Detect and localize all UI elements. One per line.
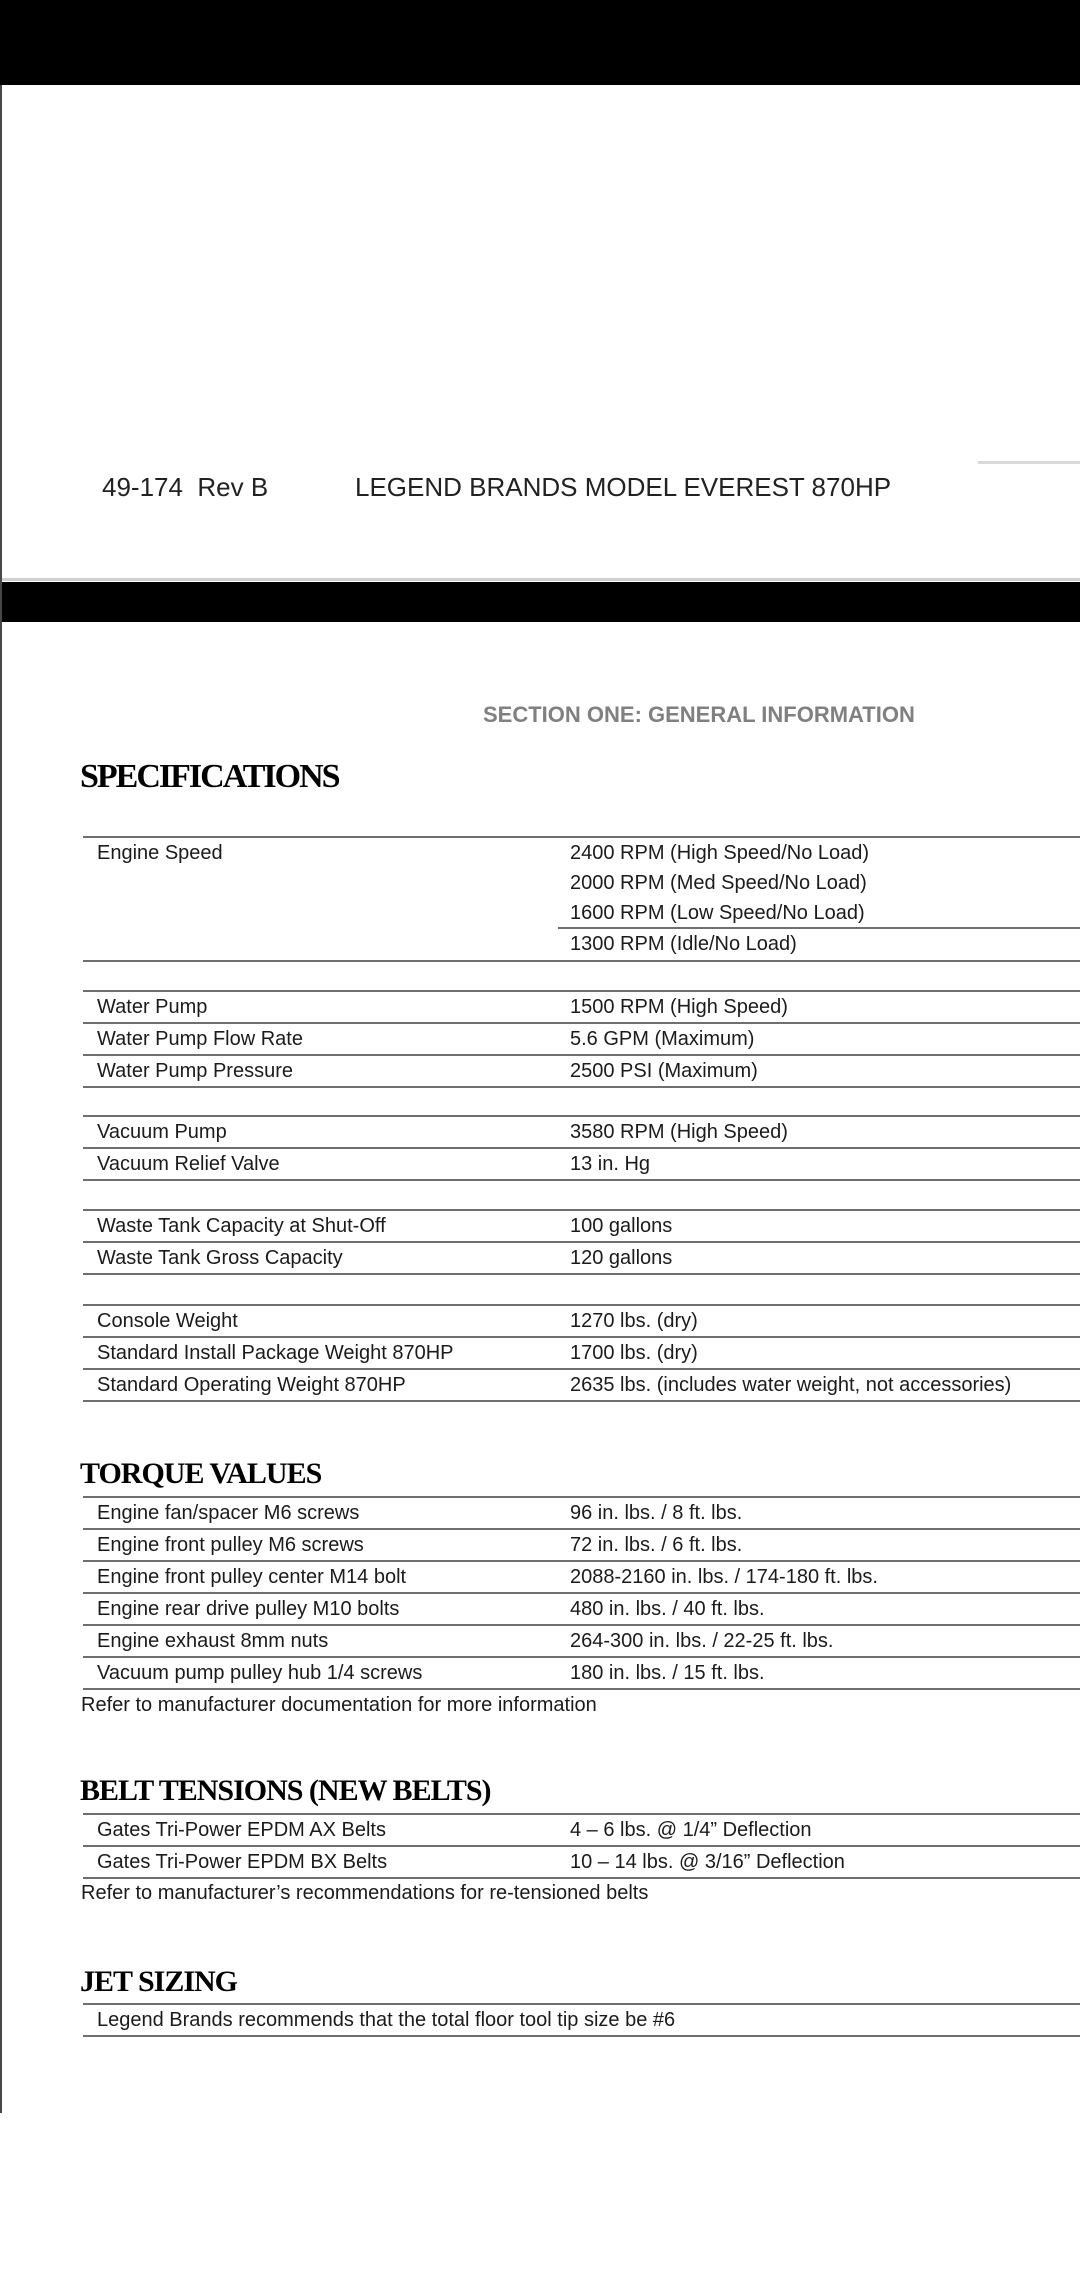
row-label: Vacuum pump pulley hub 1/4 screws — [97, 1662, 423, 1684]
row-label: Gates Tri-Power EPDM AX Belts — [97, 1819, 386, 1841]
jet-sizing-table — [83, 2003, 1080, 2037]
row-label: Gates Tri-Power EPDM BX Belts — [97, 1851, 388, 1873]
table-row — [83, 1626, 1080, 1658]
table-row — [83, 1370, 1080, 1402]
row-value: 72 in. lbs. / 6 ft. lbs. — [570, 1534, 743, 1556]
table-row — [83, 838, 1080, 868]
row-label: Engine fan/spacer M6 screws — [97, 1502, 360, 1524]
doc-number: 49-174 Rev B — [102, 472, 269, 502]
table-row — [83, 2005, 1080, 2037]
row-label: Standard Install Package Weight 870HP — [97, 1342, 454, 1364]
row-label: Console Weight — [97, 1310, 238, 1332]
table-row — [83, 992, 1080, 1024]
row-value: 5.6 GPM (Maximum) — [570, 1028, 755, 1050]
table-row — [83, 1562, 1080, 1594]
row-label: Water Pump — [97, 996, 208, 1018]
weights-table — [83, 1304, 1080, 1402]
row-value: 100 gallons — [570, 1215, 673, 1237]
doc-title: LEGEND BRANDS MODEL EVEREST 870HP — [355, 472, 892, 502]
table-row — [83, 1815, 1080, 1847]
table-row — [83, 1338, 1080, 1370]
row-value: 120 gallons — [570, 1247, 673, 1269]
table-row — [83, 1243, 1080, 1275]
page-separator-bar — [0, 582, 1080, 622]
row-value: 13 in. Hg — [570, 1153, 651, 1175]
row-label: Vacuum Pump — [97, 1121, 227, 1143]
row-value: 3580 RPM (High Speed) — [570, 1121, 788, 1143]
row-label: Waste Tank Gross Capacity — [97, 1247, 343, 1269]
table-row — [83, 1498, 1080, 1530]
row-value: 180 in. lbs. / 15 ft. lbs. — [570, 1662, 765, 1684]
row-value: 1300 RPM (Idle/No Load) — [570, 933, 797, 955]
engine-speed-table — [83, 836, 1080, 962]
row-value: 2500 PSI (Maximum) — [570, 1060, 758, 1082]
table-row — [83, 1056, 1080, 1088]
table-row — [83, 1306, 1080, 1338]
table-row — [83, 1211, 1080, 1243]
page-bottom-edge — [0, 578, 1080, 581]
waste-tank-table — [83, 1209, 1080, 1275]
row-label: Engine front pulley M6 screws — [97, 1534, 364, 1556]
torque-note: Refer to manufacturer documentation for more information — [81, 1694, 597, 1716]
row-value: 2000 RPM (Med Speed/No Load) — [570, 872, 867, 894]
row-value: 480 in. lbs. / 40 ft. lbs. — [570, 1598, 765, 1620]
row-label: Engine Speed — [97, 842, 223, 864]
table-row — [83, 1149, 1080, 1181]
row-label: Engine exhaust 8mm nuts — [97, 1630, 329, 1652]
row-label: Water Pump Flow Rate — [97, 1028, 303, 1050]
table-row — [83, 1117, 1080, 1149]
table-row — [83, 1594, 1080, 1626]
belts-note: Refer to manufacturer’s recommendations for re-tensioned belts — [81, 1882, 649, 1904]
row-label: Engine rear drive pulley M10 bolts — [97, 1598, 400, 1620]
table-row — [83, 898, 1080, 929]
row-value: 96 in. lbs. / 8 ft. lbs. — [570, 1502, 743, 1524]
row-value: 1700 lbs. (dry) — [570, 1342, 698, 1364]
jet-sizing-heading: JET SIZING — [80, 1965, 238, 1998]
row-label: Vacuum Relief Valve — [97, 1153, 280, 1175]
water-pump-table — [83, 990, 1080, 1088]
section-header: SECTION ONE: GENERAL INFORMATION — [483, 702, 915, 727]
row-label: Standard Operating Weight 870HP — [97, 1374, 406, 1396]
row-value: 1600 RPM (Low Speed/No Load) — [570, 902, 865, 924]
belt-tensions-heading: BELT TENSIONS (NEW BELTS) — [80, 1774, 491, 1807]
top-black-bar — [0, 0, 1080, 85]
row-label: Legend Brands recommends that the total floor tool tip size be #6 — [97, 2009, 676, 2031]
torque-values-heading: TORQUE VALUES — [80, 1457, 322, 1490]
belt-tensions-table — [83, 1813, 1080, 1879]
page-left-edge — [0, 85, 2, 2113]
prev-page-horizontal-rule — [978, 461, 1080, 464]
torque-values-table — [83, 1496, 1080, 1690]
specifications-heading: SPECIFICATIONS — [80, 758, 339, 795]
row-value: 264-300 in. lbs. / 22-25 ft. lbs. — [570, 1630, 834, 1652]
row-value: 10 – 14 lbs. @ 3/16” Deflection — [570, 1851, 845, 1873]
table-row — [83, 1847, 1080, 1879]
row-value: 2400 RPM (High Speed/No Load) — [570, 842, 870, 864]
row-value: 2635 lbs. (includes water weight, not accessories) — [570, 1374, 1012, 1396]
row-value: 2088-2160 in. lbs. / 174-180 ft. lbs. — [570, 1566, 878, 1588]
row-value: 1270 lbs. (dry) — [570, 1310, 698, 1332]
table-row — [83, 1024, 1080, 1056]
table-row — [83, 868, 1080, 898]
row-value: 1500 RPM (High Speed) — [570, 996, 788, 1018]
table-row — [83, 1530, 1080, 1562]
table-row — [83, 929, 1080, 962]
table-row — [83, 1658, 1080, 1690]
row-label: Water Pump Pressure — [97, 1060, 293, 1082]
vacuum-pump-table — [83, 1115, 1080, 1181]
row-value: 4 – 6 lbs. @ 1/4” Deflection — [570, 1819, 812, 1841]
row-label: Waste Tank Capacity at Shut-Off — [97, 1215, 386, 1237]
row-label: Engine front pulley center M14 bolt — [97, 1566, 407, 1588]
